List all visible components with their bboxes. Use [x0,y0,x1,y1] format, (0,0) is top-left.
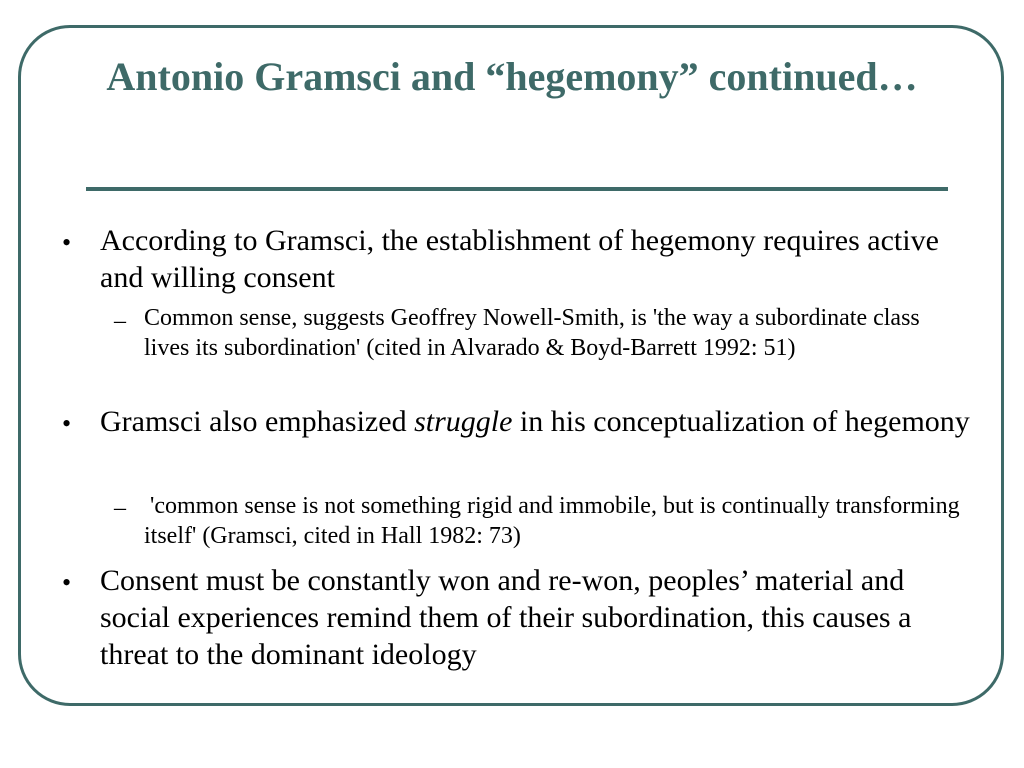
slide-title: Antonio Gramsci and “hegemony” continued… [106,54,918,99]
sub-point-2: 'common sense is not something rigid and immobile, but is continually transforming itself' (Gramsci, cited in Hall 1982: 73) [144,493,966,549]
bullet-point-3: Consent must be constantly won and re-won, peoples’ material and social experiences remind them of their subordination, this causes a threat to the dominant ideology [100,564,912,671]
bullet-marker: • [62,568,72,597]
bullet-marker: • [62,409,72,438]
point-2-text-end: in his conceptualization of hegemony [512,405,970,438]
title-divider [86,187,948,191]
bullet-point-2 [100,403,970,440]
sub-bullet-marker: – [114,495,126,521]
sub-point-1: Common sense, suggests Geoffrey Nowell-Smith, is 'the way a subordinate class lives its subordination' (cited in Alvarado & Boyd-Barrett 1992: 51) [144,305,920,361]
sub-bullet-marker: – [114,308,126,334]
bullet-marker: • [62,228,72,257]
point-2-text-start: Gramsci also emphasized [100,405,415,438]
point-2-emphasis: struggle [414,405,513,438]
bullet-point-1: According to Gramsci, the establishment of hegemony requires active and willing consent [100,224,939,294]
